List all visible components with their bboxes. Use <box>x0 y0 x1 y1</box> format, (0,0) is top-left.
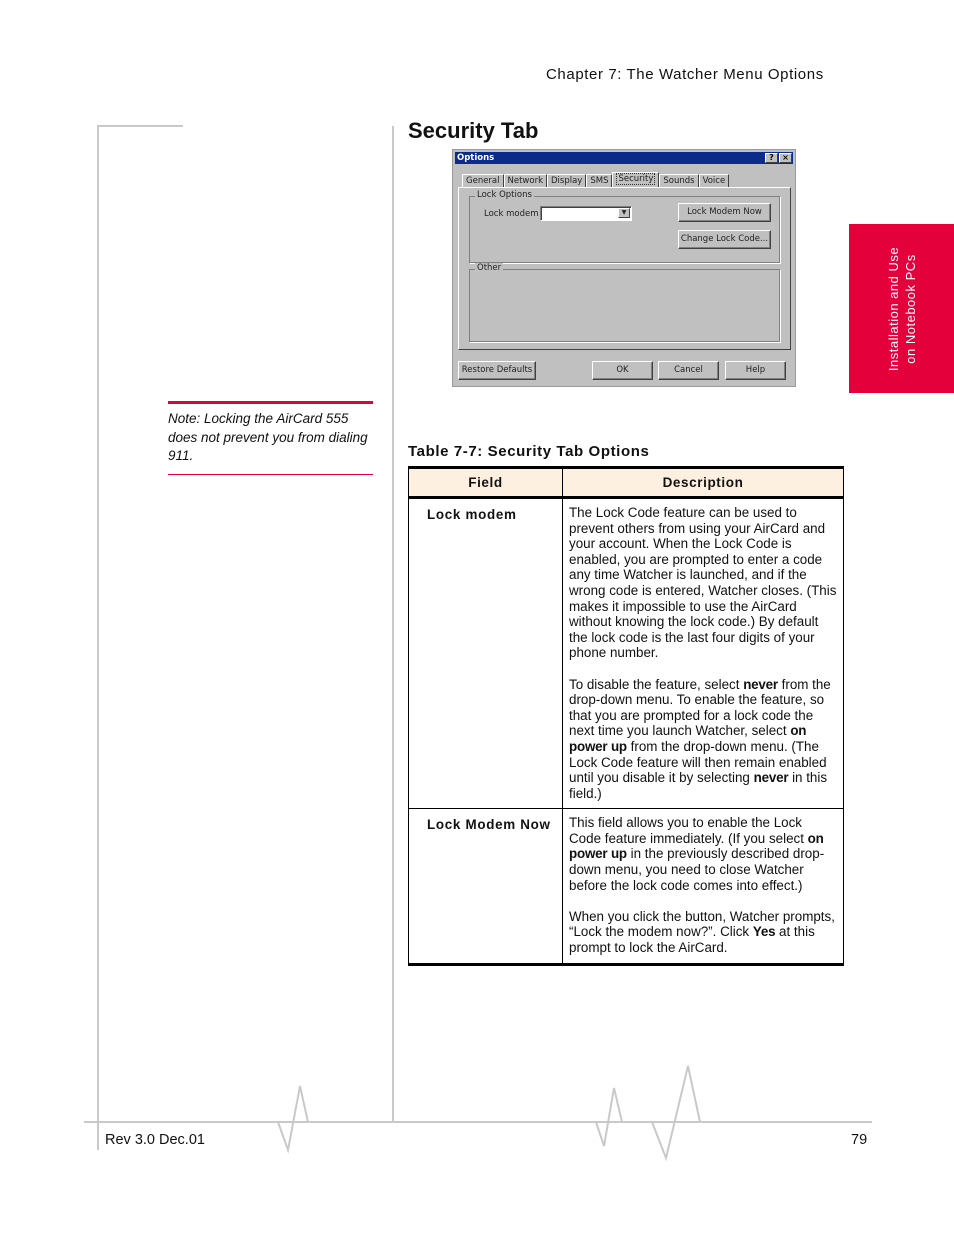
lock-modem-now-button[interactable]: Lock Modem Now <box>678 203 771 222</box>
section-title: Security Tab <box>408 118 539 143</box>
tab-display[interactable]: Display <box>547 174 586 187</box>
description-paragraph: The Lock Code feature can be used to prevent others from using your AirCard and your account. When the Lock Code is enabled, you are prompted to enter a code any time Watcher is launched, and if the wrong code is entered, Watcher closes. (This makes it impossible to use the AirCard without knowing the lock code.) By default the lock code is the last four digits of your phone number. <box>569 505 837 661</box>
left-margin-tick <box>97 125 183 127</box>
tab-voice[interactable]: Voice <box>699 174 730 187</box>
restore-defaults-button[interactable]: Restore Defaults <box>458 361 536 380</box>
margin-note: Note: Locking the AirCard 555 does not prevent you from dialing 911. <box>168 411 368 463</box>
lock-options-label: Lock Options <box>477 190 532 200</box>
lock-options-group <box>469 190 780 263</box>
security-options-table <box>408 466 844 966</box>
table-row <box>409 809 844 964</box>
lock-modem-select[interactable] <box>540 206 632 221</box>
options-dialog <box>452 149 796 387</box>
page-number: 79 <box>851 1132 868 1148</box>
chapter-header: Chapter 7: The Watcher Menu Options <box>546 66 824 83</box>
table-header-row <box>409 468 844 498</box>
description-paragraph: To disable the feature, select never from the drop-down menu. To enable the feature, so that you are prompted for a lock code the next time you launch Watcher, select on power up from the drop-down menu. (The Lock Code feature will then remain enabled until you disable it by selecting never in this field.) <box>569 676 831 801</box>
help-icon[interactable]: ? <box>765 153 778 163</box>
footer-rule <box>84 1121 872 1123</box>
security-tab-panel <box>458 187 791 350</box>
note-bottom-rule <box>168 474 373 475</box>
table-row <box>409 498 844 809</box>
dialog-title: Options <box>457 153 495 163</box>
lock-modem-label: Lock modem <box>484 209 539 219</box>
column-header-description: Description <box>563 468 844 498</box>
tab-network[interactable]: Network <box>504 174 548 187</box>
change-lock-code-button[interactable]: Change Lock Code... <box>678 230 771 249</box>
description-paragraph: This field allows you to enable the Lock Code feature immediately. (If you select on power up in the previously described drop-down menu, you need to close Watcher before the lock code comes into effect.) <box>569 815 825 893</box>
chapter-side-tab <box>849 224 954 393</box>
chevron-down-icon[interactable]: ▼ <box>618 208 630 218</box>
note-top-rule <box>168 401 373 404</box>
column-divider <box>392 126 394 1122</box>
ok-button[interactable]: OK <box>592 361 653 380</box>
tab-security[interactable] <box>612 172 659 187</box>
dialog-title-bar <box>455 152 793 164</box>
field-cell: Lock modem <box>409 498 563 809</box>
dialog-tabs <box>462 173 729 187</box>
tab-sms[interactable]: SMS <box>586 174 612 187</box>
other-group <box>469 263 780 342</box>
tab-security-label: Security <box>618 174 654 184</box>
tab-sounds[interactable]: Sounds <box>659 174 698 187</box>
cancel-button[interactable]: Cancel <box>658 361 719 380</box>
side-tab-line1: Installation and Use <box>885 246 901 371</box>
description-cell <box>563 809 844 964</box>
footer-revision: Rev 3.0 Dec.01 <box>105 1132 205 1148</box>
table-caption: Table 7-7: Security Tab Options <box>408 443 650 460</box>
side-tab-line2: on Notebook PCs <box>902 253 918 364</box>
left-margin-rule <box>97 126 99 1150</box>
tab-general[interactable]: General <box>462 174 504 187</box>
description-cell <box>563 498 844 809</box>
help-button[interactable]: Help <box>725 361 786 380</box>
column-header-field: Field <box>409 468 563 498</box>
field-cell: Lock Modem Now <box>409 809 563 964</box>
other-label: Other <box>477 263 502 273</box>
close-icon[interactable]: × <box>779 153 792 163</box>
description-paragraph: When you click the button, Watcher prompts, “Lock the modem now?”. Click Yes at this prompt to lock the AirCard. <box>569 908 835 956</box>
